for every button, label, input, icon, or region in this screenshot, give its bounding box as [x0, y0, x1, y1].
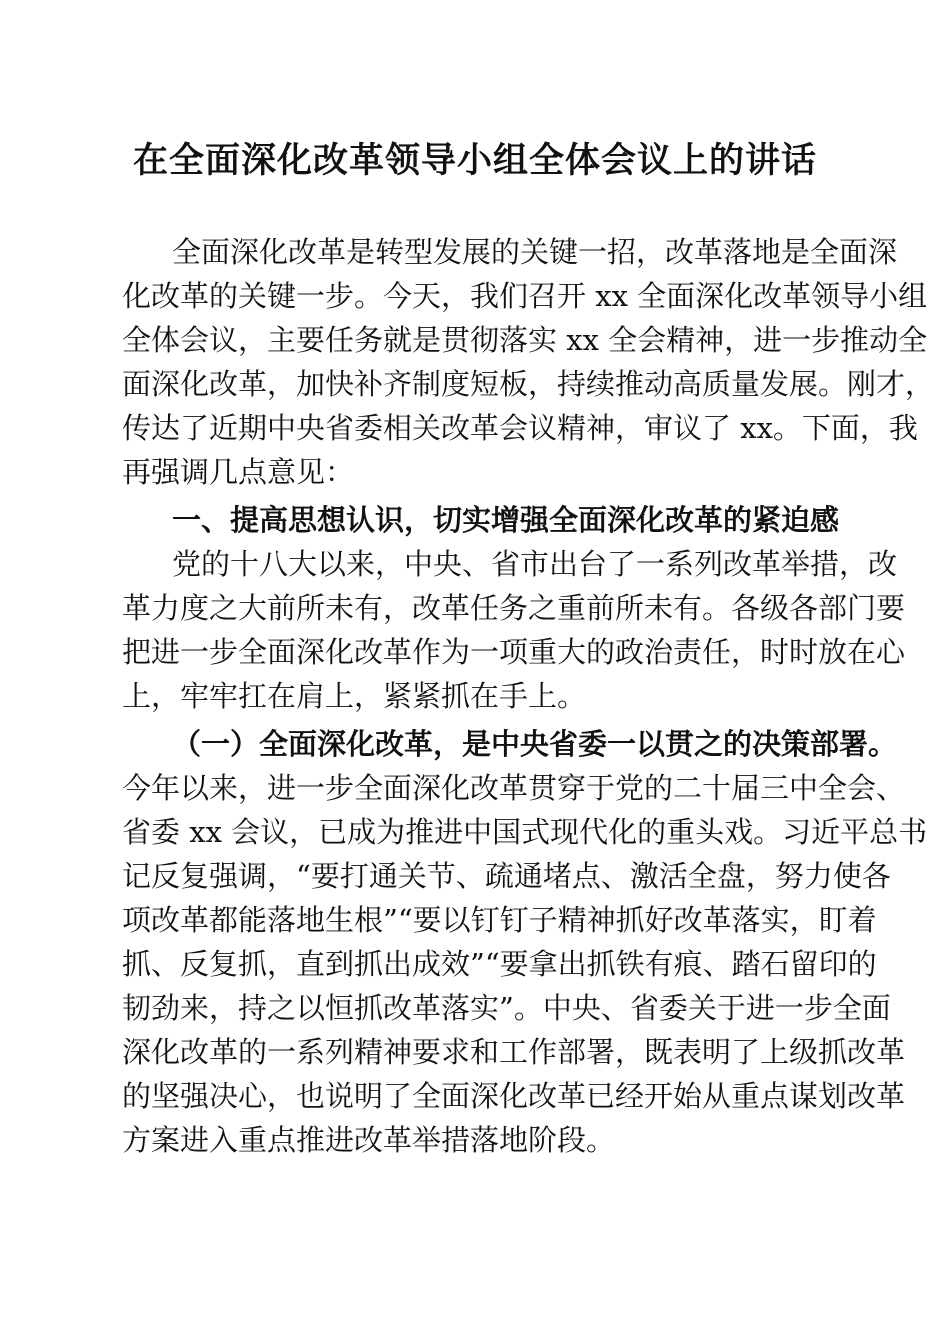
text-line: 全体会议，主要任务就是贯彻落实 xx 全会精神，进一步推动全 [122, 323, 928, 357]
section-heading [122, 498, 840, 542]
text-line: 今年以来，进一步全面深化改革贯穿于党的二十届三中全会、 [122, 771, 906, 805]
text-line: 全面深化改革是转型发展的关键一招，改革落地是全面深 [172, 235, 898, 269]
text-line: 的坚强决心，也说明了全面深化改革已经开始从重点谋划改革 [122, 1079, 906, 1113]
text-line: 方案进入重点推进改革举措落地阶段。 [122, 1123, 616, 1157]
text-line: 韧劲来，持之以恒抓改革落实”。中央、省委关于进一步全面 [122, 991, 891, 1025]
text-line: 面深化改革，加快补齐制度短板，持续推动高质量发展。刚才， [122, 367, 935, 401]
text-line: 把进一步全面深化改革作为一项重大的政治责任，时时放在心 [122, 635, 906, 669]
paragraph [122, 542, 906, 718]
text-line: 革力度之大前所未有，改革任务之重前所未有。各级各部门要 [122, 591, 906, 625]
document-title: 在全面深化改革领导小组全体会议上的讲话 [132, 140, 817, 181]
subheading-text: （一）全面深化改革，是中央省委一以贯之的决策部署。 [172, 727, 898, 761]
text-line: 深化改革的一系列精神要求和工作部署，既表明了上级抓改革 [122, 1035, 906, 1069]
text-line: 传达了近期中央省委相关改革会议精神，审议了 xx。下面，我 [122, 411, 918, 445]
text-line: 化改革的关键一步。今天，我们召开 xx 全面深化改革领导小组 [122, 279, 928, 313]
document-body [122, 230, 935, 1162]
text-line: 省委 xx 会议，已成为推进中国式现代化的重头戏。习近平总书 [122, 815, 928, 849]
paragraph [122, 230, 935, 494]
text-line: 项改革都能落地生根”“要以钉钉子精神抓好改革落实，盯着 [122, 903, 877, 937]
text-line: 记反复强调，“要打通关节、疏通堵点、激活全盘，努力使各 [122, 859, 891, 893]
heading-text: 一、提高思想认识，切实增强全面深化改革的紧迫感 [172, 503, 840, 537]
text-line: 再强调几点意见： [122, 455, 355, 489]
text-line: 党的十八大以来，中央、省市出台了一系列改革举措，改 [172, 547, 898, 581]
text-line: 上，牢牢扛在肩上，紧紧抓在手上。 [122, 679, 587, 713]
text-line: 抓、反复抓，直到抓出成效”“要拿出抓铁有痕、踏石留印的 [122, 947, 877, 981]
subsection-paragraph [122, 722, 928, 1162]
